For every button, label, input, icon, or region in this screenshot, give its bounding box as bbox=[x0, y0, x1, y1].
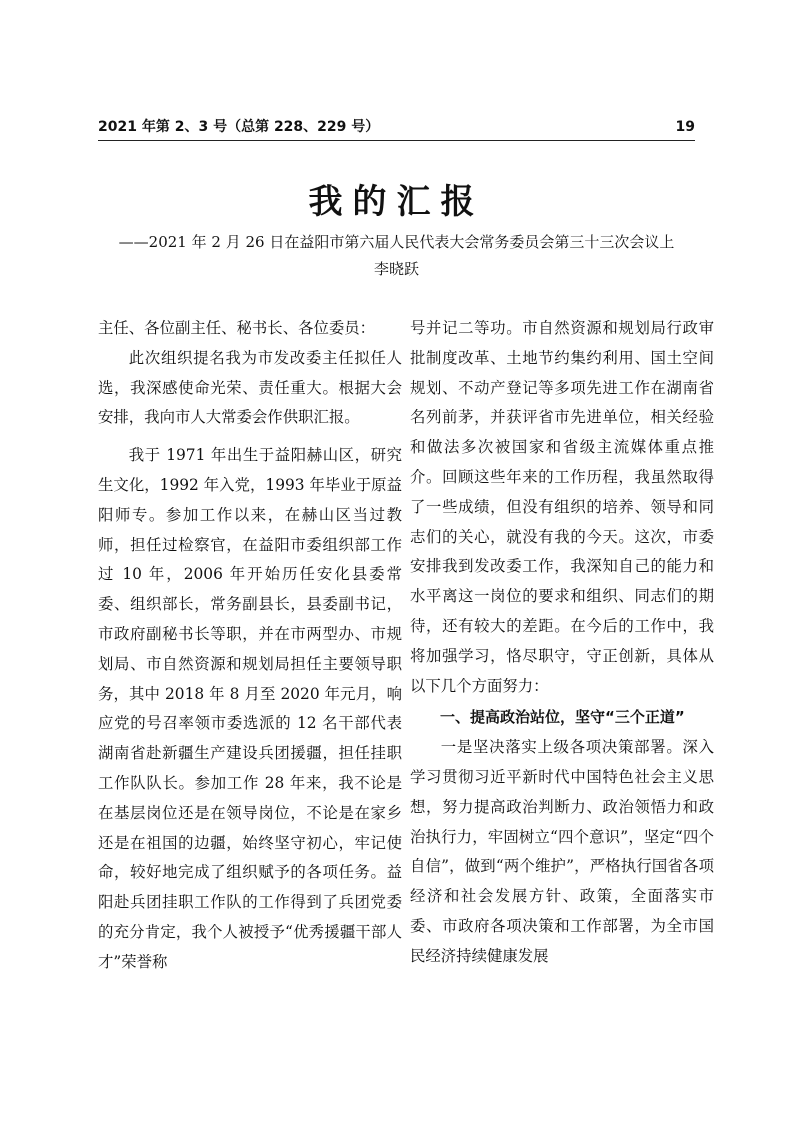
paragraph: 我于 1971 年出生于益阳赫山区，研究生文化，1992 年入党，1993 年毕业于原益阳师专。参加工作以来，在赫山区当过教师，担任过检察官，在益阳市委组织部工作过 10 年，2006 年开始历任安化县委常委、组织部长，常务副县长，县委副书记，市政府副秘书长等职，并在市两型办、市规划局、市自然资源和规划局担任主要领导职务，其中 2018 年 8 月至 2020 年元月，响应党的号召率领市委选派的 12 名干部代表湖南省赴新疆生产建设兵团援疆，担任挂职工作队队长。参加工作 28 年来，我不论是在基层岗位还是在领导岗位，不论是在家乡还是在祖国的边疆，始终坚守初心，牢记使命，较好地完成了组织赋予的各项任务。益阳赴兵团挂职工作队的工作得到了兵团党委的充分肯定，我个人被授予“优秀援疆干部人才”荣誉称 bbox=[98, 446, 402, 971]
journal-issue: 2021 年第 2、3 号（总第 228、229 号） bbox=[98, 119, 380, 135]
article-author: 李晓跃 bbox=[373, 260, 419, 278]
salutation: 主任、各位副主任、秘书长、各位委员： bbox=[98, 319, 376, 337]
paragraph: 此次组织提名我为市发改委主任拟任人选，我深感使命光荣、责任重大。根据大会安排，我向市人大常委会作供职汇报。 bbox=[98, 348, 402, 427]
article-subtitle: ——2021 年 2 月 26 日在益阳市第六届人民代表大会常务委员会第三十三次会议上 bbox=[118, 233, 675, 251]
running-header bbox=[98, 118, 695, 141]
paragraph-continued: 号并记二等功。市自然资源和规划局行政审批制度改革、土地节约集约利用、国土空间规划、不动产登记等多项先进工作在湖南省名列前茅，并获评省市先进单位，相关经验和做法多次被国家和省级主流媒体重点推介。回顾这些年来的工作历程，我虽然取得了一些成绩，但没有组织的培养、领导和同志们的关心，就没有我的今天。这次，市委安排我到发改委工作，我深知自己的能力和水平离这一岗位的要求和组织、同志们的期待，还有较大的差距。在今后的工作中，我将加强学习，恪尽职守，守正创新，具体从以下几个方面努力： bbox=[410, 319, 714, 695]
point-text: 深入学习贯彻习近平新时代中国特色社会主义思想，努力提高政治判断力、政治领悟力和政治执行力，牢固树立“四个意识”，坚定“四个自信”，做到“两个维护”，严格执行国省各项经济和社会发展方针、政策，全面落实市委、市政府各项决策和工作部署，为全市国民经济持续健康发展 bbox=[410, 738, 714, 965]
point-lead: 一是坚决落实上级各项决策部署。 bbox=[440, 738, 683, 757]
section-heading: 一、提高政治站位，坚守“三个正道” bbox=[440, 708, 685, 727]
left-column bbox=[98, 314, 402, 978]
paragraph bbox=[410, 733, 714, 971]
article-title: 我的汇报 bbox=[308, 182, 485, 222]
page-number: 19 bbox=[675, 119, 695, 135]
right-column bbox=[410, 314, 714, 972]
